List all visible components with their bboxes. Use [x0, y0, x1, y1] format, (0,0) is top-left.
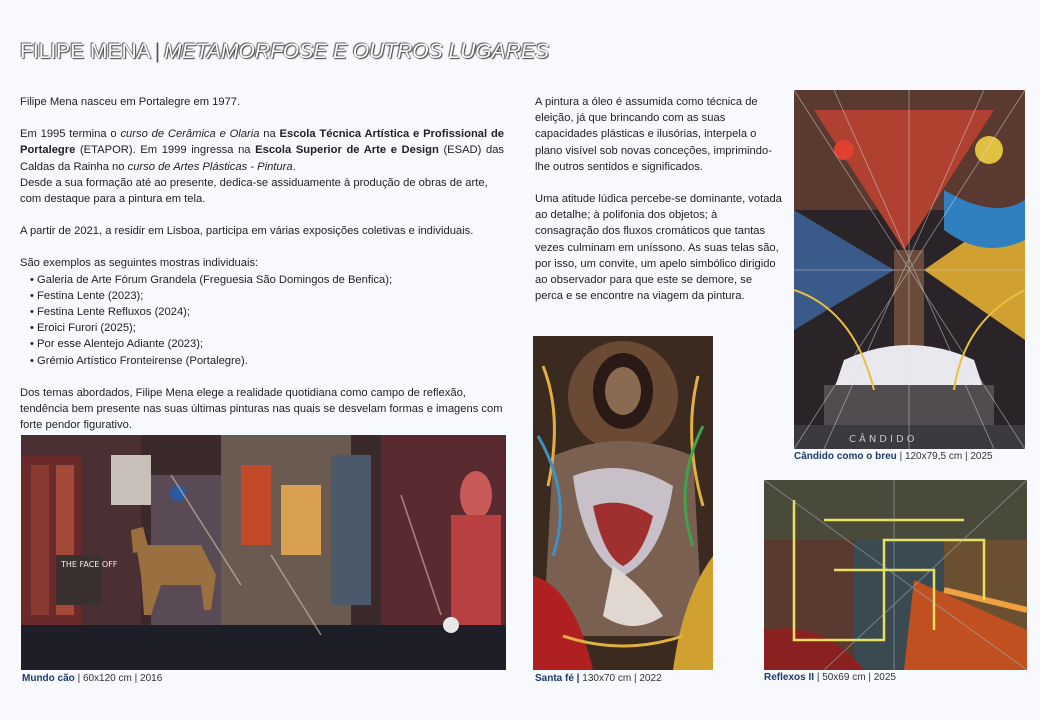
caption-details: | 60x120 cm | 2016 — [77, 673, 163, 684]
caption-details: 130x70 cm | 2022 — [582, 673, 662, 684]
bio-school: Escola Técnica Artística e Profissional de Portalegre — [20, 128, 504, 157]
caption-title: Santa fé | — [535, 673, 580, 684]
caption-title: Cândido como o breu — [794, 451, 897, 462]
list-item: • Por esse Alentejo Adiante (2023); — [30, 336, 504, 352]
bio-text: (ETAPOR). Em 1999 ingressa na — [75, 144, 256, 157]
artist-name: FILIPE MENA — [20, 40, 151, 63]
painted-text: THE FACE OFF — [61, 560, 118, 569]
title-separator: | — [154, 40, 161, 63]
painting-reflexos-ii — [764, 480, 1027, 670]
shows-list — [20, 272, 504, 369]
painted-text: CÂNDIDO — [849, 434, 918, 445]
bio-paragraph-lisbon: A partir de 2021, a residir em Lisboa, participa em várias exposições coletivas e individuais. — [20, 225, 474, 238]
painting-mundo-cao — [21, 435, 506, 670]
technique-paragraph-1: A pintura a óleo é assumida como técnica de eleição, já que brincando com as suas capacidades plásticas e ilusórias, interpela o plano visível sob novas conceções, imprimindo-lhe outros sentidos e significados. — [535, 96, 772, 173]
technique-paragraph-2: Uma atitude lúdica percebe-se dominante, votada ao detalhe; à polifonia dos objetos; à consagração dos fluxos cromáticos que tantas vezes culminam em uníssono. As suas telas são, por isso, um convite, um apelo simbólico dirigido ao observador para que este se demore, se perca e se encontre na viagem da pintura. — [535, 193, 782, 303]
bio-paragraph-shows: São exemplos as seguintes mostras individuais: — [20, 257, 259, 270]
painting-candido-como-o-breu — [794, 90, 1025, 449]
bio-text: Em 1995 termina o — [20, 128, 121, 141]
caption-title: Reflexos II — [764, 672, 815, 683]
caption-mundo-cao — [22, 673, 162, 684]
bio-course: curso de Artes Plásticas - Pintura — [127, 160, 293, 173]
bio-course: curso de Cerâmica e Olaria — [120, 128, 260, 141]
painting-santa-fe — [533, 336, 713, 670]
bio-school: Escola Superior de Arte e Design — [255, 144, 439, 157]
list-item: • Festina Lente Refluxos (2024); — [30, 304, 504, 320]
caption-reflexos — [764, 672, 896, 683]
page-title — [20, 40, 549, 64]
bio-text: (ESAD) das Caldas da Rainha no — [20, 144, 505, 173]
list-item: • Festina Lente (2023); — [30, 288, 504, 304]
list-item: • Eroici Furori (2025); — [30, 320, 504, 336]
bio-paragraph-education — [20, 126, 504, 175]
bio-paragraph-themes: Dos temas abordados, Filipe Mena elege a realidade quotidiana como campo de reflexão, tendência bem presente nas suas últimas pinturas nas quais se desvelam formas e imagens com forte pendor figurativo. — [20, 386, 503, 432]
bio-paragraph-birth: Filipe Mena nasceu em Portalegre em 1977. — [20, 96, 241, 108]
technique-text — [535, 94, 783, 304]
caption-title: Mundo cão — [22, 673, 75, 684]
exhibition-subtitle: METAMORFOSE E OUTROS LUGARES — [164, 40, 549, 63]
caption-candido — [794, 451, 993, 462]
caption-details: | 120x79,5 cm | 2025 — [899, 451, 993, 462]
bio-paragraph-career: Desde a sua formação até ao presente, dedica-se assiduamente à produção de obras de arte, com destaque para a pintura em tela. — [20, 176, 488, 206]
bio-text: . — [292, 160, 296, 173]
caption-details: | 50x69 cm | 2025 — [816, 672, 896, 683]
biography-text — [20, 94, 504, 433]
caption-santa-fe — [535, 673, 662, 684]
bio-text: na — [259, 128, 280, 141]
list-item: • Galeria de Arte Fórum Grandela (Freguesia São Domingos de Benfica); — [30, 272, 504, 288]
list-item: • Grémio Artístico Fronteirense (Portalegre). — [30, 353, 504, 369]
